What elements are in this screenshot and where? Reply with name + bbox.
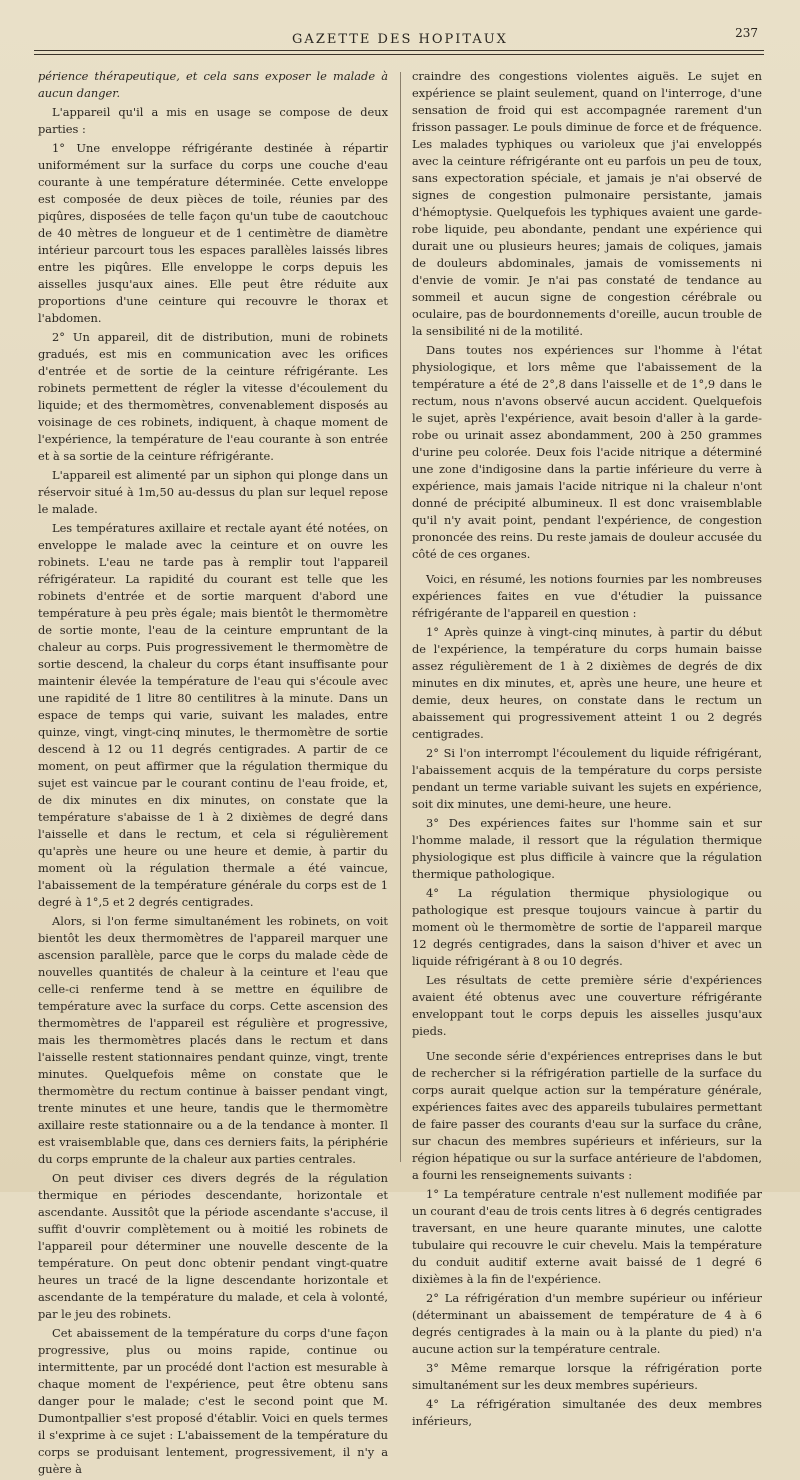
paragraph: On peut diviser ces divers degrés de la régulation thermique en périodes descendante, horizontale et ascendante. Aussitôt que la période ascendante s'accuse, il suffit d'ouvrir complètement ou à moitié les robinets de l'appareil pour déterminer une nouvelle descente de la température. On peut donc obtenir pendant vingt-quatre heures un tracé de la ligne descendante horizontale et ascendante de la température du malade, et cela à volonté, par le jeu des robinets. bbox=[38, 1171, 388, 1321]
paragraph: 2° La réfrigération d'un membre supérieur ou inférieur (déterminant un abaissement de température de 4 à 6 degrés centigrades à la main ou à la plante du pied) n'a aucune action sur la température centrale. bbox=[412, 1291, 762, 1356]
left-column bbox=[38, 68, 388, 1480]
paragraph: Alors, si l'on ferme simultanément les robinets, on voit bientôt les deux thermomètres de l'appareil marquer une ascension parallèle, parce que le corps du malade cède de nouvelles quantités de chaleur à la ceinture et l'eau que celle-ci renferme tend à se mettre en équilibre de température avec la surface du corps. Cette ascension des thermomètres de l'appareil est régulière et progressive, mais les thermomètres placés dans le rectum et dans l'aisselle restent stationnaires pendant quinze, vingt, trente minutes. Quelquefois même on constate que le thermomètre du rectum continue à baisser pendant vingt, trente minutes et une heure, tandis que le thermomètre axillaire reste stationnaire ou a de la tendance à monter. Il est vraisemblable que, dans ces derniers faits, la périphérie du corps emprunte de la chaleur aux parties centrales. bbox=[38, 914, 388, 1166]
paragraph: 2° Si l'on interrompt l'écoulement du liquide réfrigérant, l'abaissement acquis de la température du corps persiste pendant un terme variable suivant les sujets en expérience, soit dix minutes, une demi-heure, une heure. bbox=[412, 746, 762, 811]
paragraph: craindre des congestions violentes aiguës. Le sujet en expérience se plaint seulement, quand on l'interroge, d'une sensation de froid qui est accompagnée rarement d'un frisson passager. Le pouls diminue de force et de fréquence. Les malades typhiques ou varioleux que j'ai enveloppés avec la ceinture réfrigérante ont eu parfois un peu de toux, sans expectoration spéciale, et jamais je n'ai observé de signes de congestion pulmonaire persistante, jamais d'hémoptysie. Quelquefois les typhiques avaient une garde-robe liquide, peu abondante, pendant une expérience qui durait une ou plusieurs heures; jamais de coliques, jamais de douleurs abdominales, jamais de vomissements ni d'envie de vomir. Je n'ai pas constaté de tendance au sommeil et aucun signe de congestion cérébrale ou oculaire, pas de bourdonnements d'oreille, aucun trouble de la sensibilité ni de la motilité. bbox=[412, 69, 762, 338]
paragraph: 4° La réfrigération simultanée des deux membres inférieurs, bbox=[412, 1397, 762, 1428]
paragraph: Cet abaissement de la température du corps d'une façon progressive, plus ou moins rapide, continue ou intermittente, par un procédé dont l'action est mesurable à chaque moment de l'expérience, peut être obtenu sans danger pour le malade; c'est le second point que M. Dumontpallier s'est proposé d'établir. Voici en quels termes il s'exprime à ce sujet : L'abaissement de la température du corps se produisant lentement, progressivement, il n'y a guère à bbox=[38, 1326, 388, 1476]
paragraph: L'appareil est alimenté par un siphon qui plonge dans un réservoir situé à 1m,50 au-dessus du plan sur lequel repose le malade. bbox=[38, 468, 388, 516]
paragraph: Les résultats de cette première série d'expériences avaient été obtenus avec une couverture réfrigérante enveloppant tout le corps depuis les aisselles jusqu'aux pieds. bbox=[412, 973, 762, 1038]
header-rule bbox=[34, 50, 764, 51]
column-divider bbox=[400, 72, 401, 1162]
paragraph: 2° Un appareil, dit de distribution, muni de robinets gradués, est mis en communication avec les orifices d'entrée et de sortie de la ceinture réfrigérante. Les robinets permettent de régler la vitesse d'écoulement du liquide; et des thermomètres, convenablement disposés au voisinage de ces robinets, indiquent, à chaque moment de l'expérience, la température de l'eau courante à son entrée et à sa sortie de la ceinture réfrigérante. bbox=[38, 330, 388, 463]
paragraph: L'appareil qu'il a mis en usage se compose de deux parties : bbox=[38, 105, 388, 136]
header-rule-secondary bbox=[34, 54, 764, 55]
paragraph: 3° Des expériences faites sur l'homme sain et sur l'homme malade, il ressort que la régulation thermique physiologique est plus difficile à vaincre que la régulation thermique pathologique. bbox=[412, 816, 762, 881]
page-number: 237 bbox=[735, 26, 758, 40]
paragraph: 1° Après quinze à vingt-cinq minutes, à partir du début de l'expérience, la température du corps humain baisse assez régulièrement de 1 à 2 dixièmes de degrés de dix minutes en dix minutes, et, après une heure, une heure et demie, deux heures, on constate dans le rectum un abaissement qui progressivement atteint 1 ou 2 degrés centigrades. bbox=[412, 625, 762, 741]
paragraph: Dans toutes nos expériences sur l'homme à l'état physiologique, et lors même que l'abaissement de la température a été de 2°,8 dans l'aisselle et de 1°,9 dans le rectum, nous n'avons observé aucun accident. Quelquefois le sujet, après l'expérience, avait besoin d'aller à la garde-robe ou urinait assez abondamment, 200 à 250 grammes d'urine peu colorée. Deux fois l'acide nitrique a déterminé une zone d'indigosine dans la partie inférieure du verre à expérience, mais jamais l'acide nitrique ni la chaleur n'ont donné de précipité albumineux. Il est donc vraisemblable qu'il n'y avait point, pendant l'expérience, de congestion prononcée des reins. Du reste jamais de douleur accusée du côté de ces organes. bbox=[412, 343, 762, 561]
paragraph: 3° Même remarque lorsque la réfrigération porte simultanément sur les deux membres supérieurs. bbox=[412, 1361, 762, 1392]
paragraph: Les températures axillaire et rectale ayant été notées, on enveloppe le malade avec la ceinture et on ouvre les robinets. L'eau ne tarde pas à remplir tout l'appareil réfrigérateur. La rapidité du courant est telle que les robinets d'entrée et de sortie marquent d'abord une température à peu près égale; mais bientôt le thermomètre de sortie monte, l'eau de la ceinture empruntant de la chaleur au corps. Puis progressivement le thermomètre de sortie descend, la chaleur du corps étant insuffisante pour maintenir élevée la température de l'eau qui s'écoule avec une rapidité de 1 litre 80 centilitres à la minute. Dans un espace de temps qui varie, suivant les malades, entre quinze, vingt, vingt-cinq minutes, le thermomètre de sortie descend à 12 ou 11 degrés centigrades. A partir de ce moment, on peut affirmer que la régulation thermique du sujet est vaincue par le courant continu de l'eau froide, et, de dix minutes en dix minutes, on constate que la température s'abaisse de 1 à 2 dixièmes de degré dans l'aisselle et dans le rectum, et cela si régulièrement qu'après une heure ou une heure et demie, à partir du moment où la régulation thermale a été vaincue, l'abaissement de la température générale du corps est de 1 degré à 1°,5 et 2 degrés centigrades. bbox=[38, 521, 388, 909]
paragraph: 1° Une enveloppe réfrigérante destinée à répartir uniformément sur la surface du corps une couche d'eau courante à une température déterminée. Cette enveloppe est composée de deux pièces de toile, réunies par des piqûres, disposées de telle façon qu'un tube de caoutchouc de 40 mètres de longueur et de 1 centimètre de diamètre intérieur parcourt tous les espaces parallèles laissés libres entre les piqûres. Elle enveloppe le corps depuis les aisselles jusqu'aux aines. Elle peut être réduite aux proportions d'une ceinture qui recouvre le thorax et l'abdomen. bbox=[38, 141, 388, 325]
journal-title: GAZETTE DES HOPITAUX bbox=[292, 32, 508, 47]
right-column bbox=[412, 68, 762, 1432]
paragraph: Voici, en résumé, les notions fournies par les nombreuses expériences faites en vue d'étudier la puissance réfrigérante de l'appareil en question : bbox=[412, 572, 762, 620]
paragraph: périence thérapeutique, et cela sans exposer le malade à aucun danger. bbox=[38, 69, 388, 100]
page-header bbox=[30, 22, 770, 62]
paragraph: 4° La régulation thermique physiologique ou pathologique est presque toujours vaincue à partir du moment où le thermomètre de sortie de l'appareil marque 12 degrés centigrades, dans la saison d'hiver et avec un liquide réfrigérant à 8 ou 10 degrés. bbox=[412, 886, 762, 968]
paragraph: Une seconde série d'expériences entreprises dans le but de rechercher si la réfrigération partielle de la surface du corps aurait quelque action sur la température générale, expériences faites avec des appareils tubulaires permettant de faire passer des courants d'eau sur la surface du crâne, sur chacun des membres supérieurs et inférieurs, sur la région hépatique ou sur la surface antérieure de l'abdomen, a fourni les renseignements suivants : bbox=[412, 1049, 762, 1182]
paragraph: 1° La température centrale n'est nullement modifiée par un courant d'eau de trois cents litres à 6 degrés centigrades traversant, en une heure quarante minutes, une calotte tubulaire qui recouvre le cuir chevelu. Mais la température du conduit auditif externe avait baissé de 1 degré 6 dixièmes à la fin de l'expérience. bbox=[412, 1187, 762, 1286]
